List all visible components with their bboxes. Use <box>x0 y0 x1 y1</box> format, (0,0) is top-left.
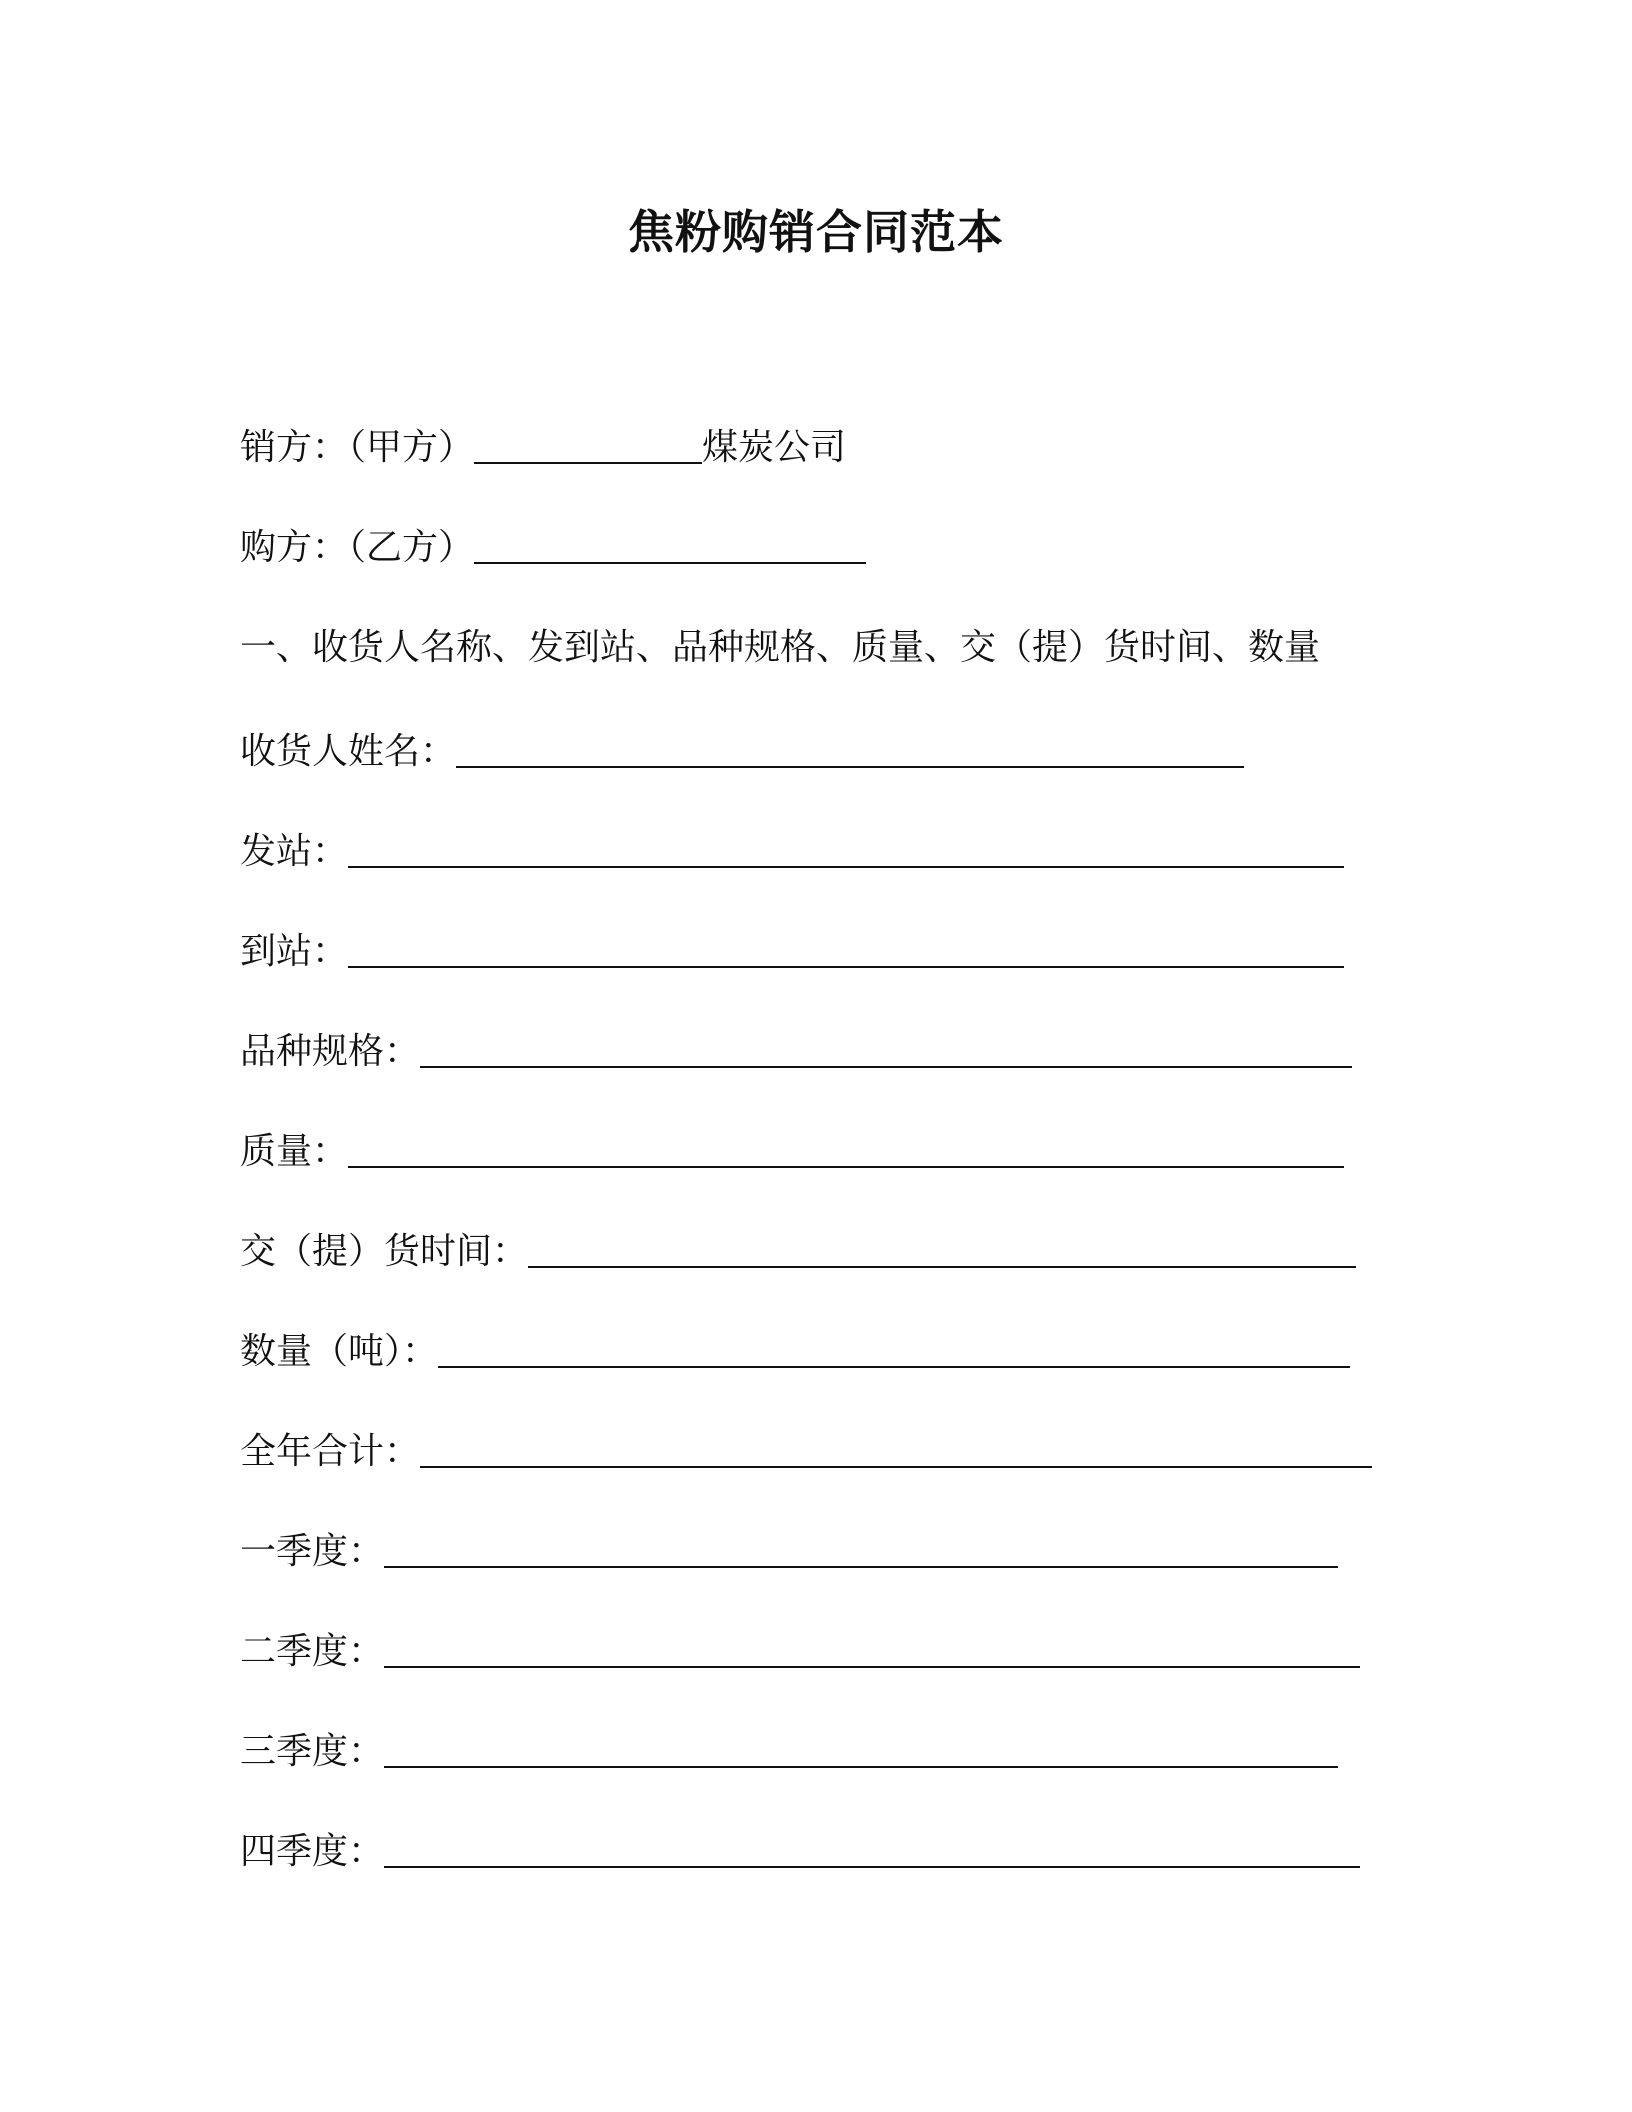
field-line <box>240 1424 1372 1474</box>
seller-line <box>240 420 846 470</box>
field-label: 收货人姓名： <box>240 731 457 772</box>
seller-label: 销方：（甲方） <box>240 427 475 468</box>
buyer-blank <box>474 562 866 564</box>
field-blank <box>420 1466 1372 1468</box>
buyer-line <box>240 520 866 570</box>
field-blank <box>528 1266 1356 1268</box>
field-blank <box>456 766 1244 768</box>
field-line <box>240 1324 1350 1374</box>
field-label: 质量： <box>240 1131 349 1172</box>
field-line <box>240 824 1344 874</box>
field-label: 到站： <box>240 931 349 972</box>
field-blank <box>420 1066 1352 1068</box>
field-label: 品种规格： <box>240 1031 421 1072</box>
field-label: 全年合计： <box>240 1431 421 1472</box>
field-label: 二季度： <box>240 1631 385 1672</box>
field-line <box>240 1724 1338 1774</box>
field-blank <box>348 1166 1344 1168</box>
seller-blank <box>474 462 702 464</box>
field-label: 发站： <box>240 831 349 872</box>
document-title: 焦粉购销合同范本 <box>628 205 1004 259</box>
field-line <box>240 1824 1360 1874</box>
buyer-label: 购方：（乙方） <box>240 527 475 568</box>
field-blank <box>384 1566 1338 1568</box>
field-label: 三季度： <box>240 1731 385 1772</box>
field-line <box>240 1024 1352 1074</box>
field-blank <box>384 1866 1360 1868</box>
field-label: 交（提）货时间： <box>240 1231 529 1272</box>
field-blank <box>348 966 1344 968</box>
field-line <box>240 1524 1338 1574</box>
section-heading-text: 一、收货人名称、发到站、品种规格、质量、交（提）货时间、数量 <box>240 627 1321 668</box>
field-blank <box>438 1366 1350 1368</box>
field-line <box>240 724 1244 774</box>
field-blank <box>348 866 1344 868</box>
field-label: 数量（吨）： <box>240 1331 439 1372</box>
field-label: 一季度： <box>240 1531 385 1572</box>
seller-suffix: 煤炭公司 <box>702 427 847 468</box>
field-blank <box>384 1666 1360 1668</box>
field-blank <box>384 1766 1338 1768</box>
field-line <box>240 1624 1360 1674</box>
field-line <box>240 924 1344 974</box>
field-line <box>240 1124 1344 1174</box>
section-heading-1 <box>240 620 1320 670</box>
field-line <box>240 1224 1356 1274</box>
field-label: 四季度： <box>240 1831 385 1872</box>
